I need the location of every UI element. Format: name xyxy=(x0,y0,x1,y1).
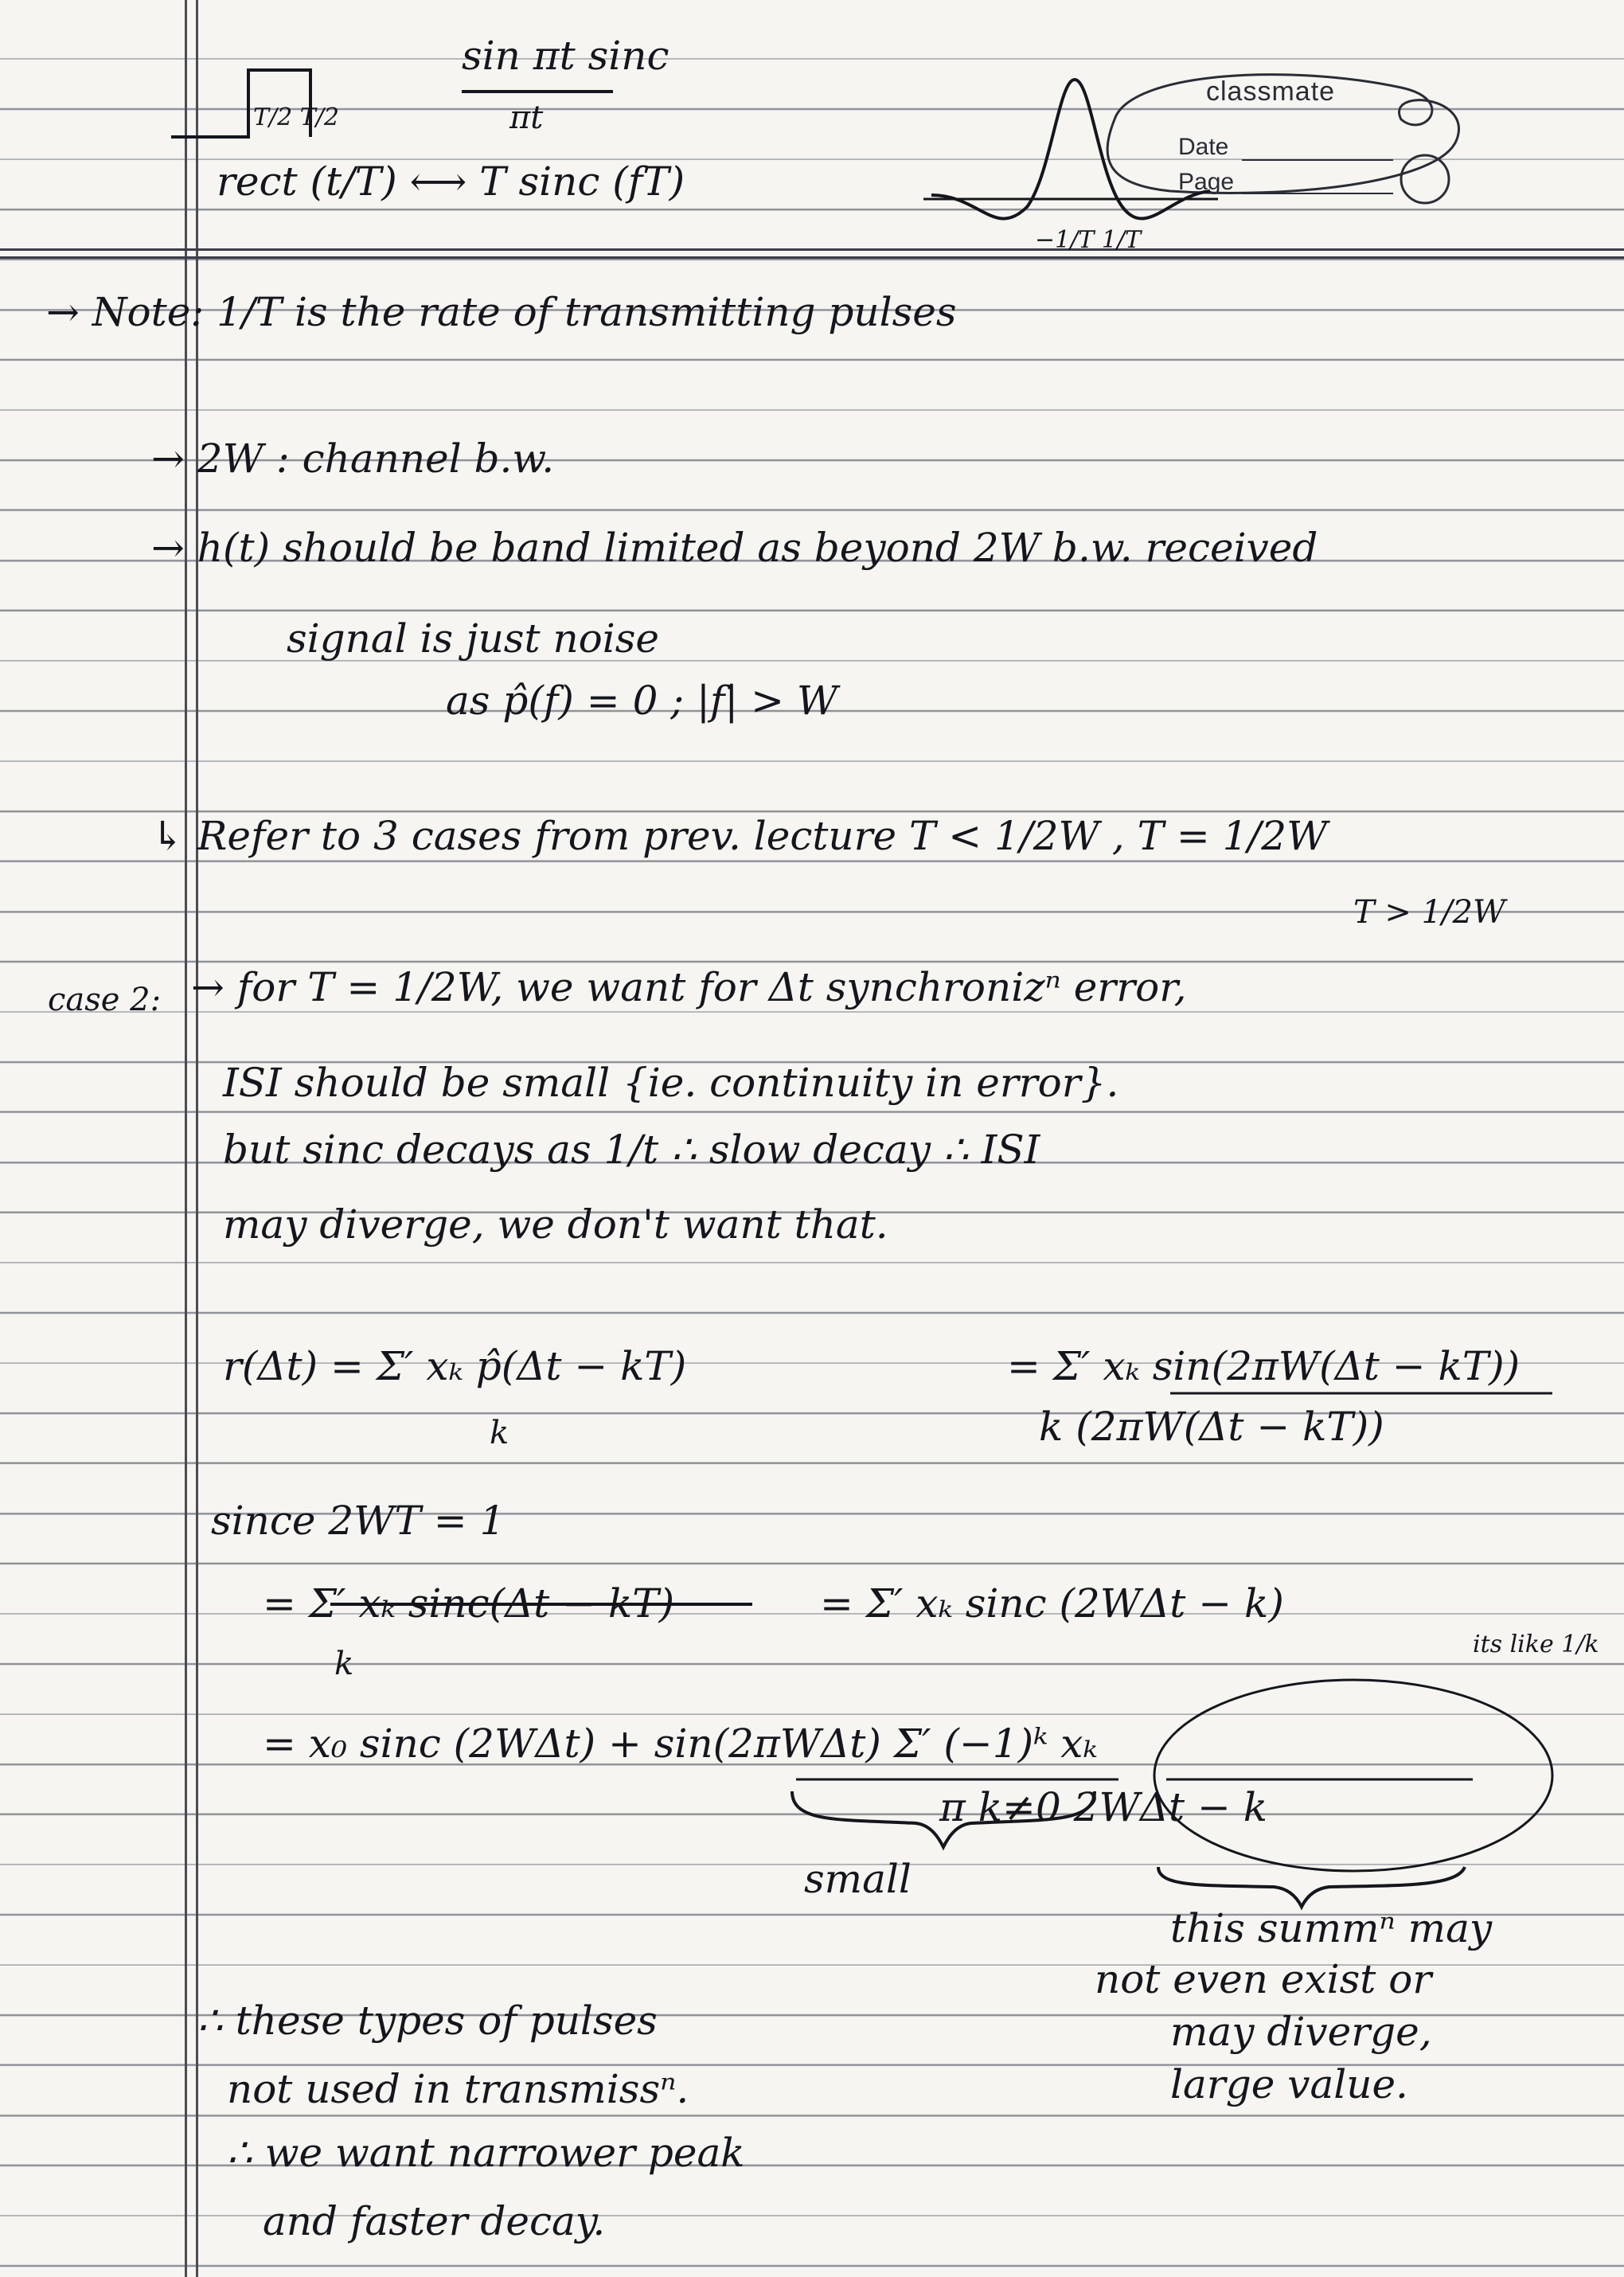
text-line-07: → 2W : channel b.w. xyxy=(151,435,555,482)
brand-circle xyxy=(1401,155,1449,203)
text-line-21: k (2πW(Δt − kT)) xyxy=(1039,1404,1384,1450)
text-line-11: ↳ Refer to 3 cases from prev. lecture T < 1/2W , T = 1/2W xyxy=(151,813,1328,859)
text-line-09: signal is just noise xyxy=(287,615,659,662)
text-line-23: = Σ′ xₖ sinc(Δt − kT) xyxy=(263,1580,675,1627)
text-line-08: → h(t) should be band limited as beyond 2W b.w. received xyxy=(151,525,1318,571)
text-line-32: may diverge, xyxy=(1170,2009,1432,2055)
text-line-18: r(Δt) = Σ′ xₖ p̂(Δt − kT) xyxy=(223,1343,687,1389)
text-line-36: ∴ we want narrower peak xyxy=(227,2130,745,2176)
text-line-15: ISI should be small {ie. continuity in error}. xyxy=(223,1060,1119,1106)
text-line-34: ∴ these types of pulses xyxy=(197,1998,658,2044)
page-label: Page xyxy=(1178,169,1235,195)
text-line-27: = x₀ sinc (2WΔt) + sin(2πWΔt) Σ′ (−1)ᵏ xₖ xyxy=(263,1720,1098,1767)
text-line-05: −1/T 1/T xyxy=(1035,226,1142,254)
text-line-19: k xyxy=(490,1415,509,1451)
text-line-25: k xyxy=(334,1646,354,1682)
text-line-14: → for T = 1/2W, we want for Δt synchronizⁿ error, xyxy=(191,964,1187,1010)
date-label: Date xyxy=(1178,134,1229,160)
underbrace-summation xyxy=(1158,1867,1465,1907)
text-line-04: rect (t/T) ⟷ T sinc (fT) xyxy=(217,158,685,205)
text-line-13: case 2: xyxy=(48,982,162,1018)
text-line-10: as p̂(f) = 0 ; |f| > W xyxy=(446,678,838,724)
text-line-06: → Note: 1/T is the rate of transmitting pulses xyxy=(46,289,957,335)
text-line-03: T/2 T/2 xyxy=(253,104,339,131)
text-line-28: π k≠0 2WΔt − k xyxy=(939,1784,1268,1830)
text-line-26: its like 1/k xyxy=(1473,1631,1599,1658)
sinc-curve-sketch xyxy=(931,80,1210,219)
text-line-30: this summⁿ may xyxy=(1170,1905,1493,1951)
text-line-01: sin πt sinc xyxy=(462,33,670,79)
text-line-31: not even exist or xyxy=(1095,1956,1432,2002)
text-line-37: and faster decay. xyxy=(263,2198,606,2244)
text-line-02: πt xyxy=(509,100,544,136)
text-line-22: since 2WT = 1 xyxy=(211,1498,506,1544)
text-line-29: small xyxy=(804,1856,912,1902)
text-line-33: large value. xyxy=(1170,2061,1408,2107)
text-line-16: but sinc decays as 1/t ∴ slow decay ∴ ISI xyxy=(223,1127,1040,1173)
text-line-35: not used in transmissⁿ. xyxy=(227,2066,689,2112)
text-line-17: may diverge, we don't want that. xyxy=(223,1201,888,1248)
brand-logo: classmate xyxy=(1206,76,1336,107)
brand-swirl xyxy=(1107,75,1458,193)
text-line-24: = Σ′ xₖ sinc (2WΔt − k) xyxy=(820,1580,1284,1627)
summation-circle xyxy=(1154,1680,1552,1871)
text-line-12: T > 1/2W xyxy=(1353,894,1506,931)
text-line-20: = Σ′ xₖ sin(2πW(Δt − kT)) xyxy=(1007,1343,1521,1389)
